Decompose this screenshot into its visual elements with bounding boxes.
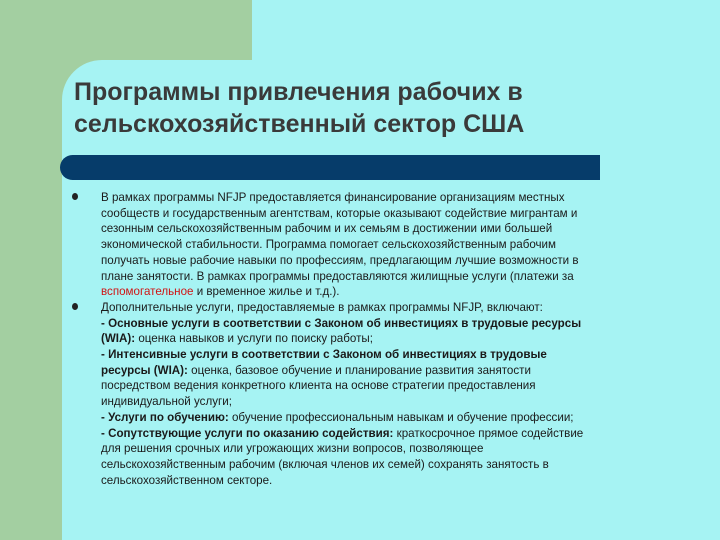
- text-fragment: оценка навыков и услуги по поиску работы;: [135, 332, 373, 346]
- bold-fragment: ресурсы (WIA):: [101, 363, 188, 377]
- bullet-item-nfjp-funding: [72, 190, 692, 300]
- bold-fragment: - Основные услуги в соответствии с Законом об инвестициях в трудовые ресурсы: [101, 316, 582, 330]
- slide-title: [74, 76, 694, 140]
- text-line: Дополнительные услуги, предоставляемые в рамках программы NFJP, включают:: [101, 300, 543, 314]
- bold-fragment: - Услуги по обучению:: [101, 410, 229, 424]
- text-line: [101, 331, 692, 347]
- text-line: экономической стабильности. Программа помогает сельскохозяйственным рабочим: [101, 238, 557, 252]
- bold-fragment: (WIA):: [101, 332, 136, 346]
- text-line: сельскохозяйственном секторе.: [101, 473, 273, 487]
- text-line: [101, 410, 692, 426]
- highlighted-word: вспомогательное: [101, 285, 194, 299]
- bold-fragment: - Интенсивные услуги в соответствии с Законом об инвестициях в трудовые: [101, 348, 547, 362]
- text-line: сообществ и государственным агентствам, которые оказывают содействие мигрантам и: [101, 206, 578, 220]
- text-line: индивидуальной услуги;: [101, 395, 232, 409]
- slide-body: [72, 190, 692, 488]
- text-line: плане занятости. В рамках программы предоставляются жилищные услуги (платежи за: [101, 269, 574, 283]
- text-line: для решения срочных или угрожающих жизни вопросов, позволяющее: [101, 442, 484, 456]
- title-divider-bar: [60, 155, 600, 180]
- bold-fragment: - Сопутствующие услуги по оказанию содействия:: [101, 426, 394, 440]
- text-line: посредством ведения конкретного клиента на основе стратегии предоставления: [101, 379, 536, 393]
- title-line-1: Программы привлечения рабочих в: [74, 78, 523, 106]
- text-fragment: оценка, базовое обучение и планирование развития занятости: [187, 363, 531, 377]
- bullet-item-additional-services: [72, 300, 692, 488]
- bullet-icon: [72, 193, 78, 200]
- text-line: [101, 426, 692, 442]
- text-line: сельскохозяйственным рабочим (включая членов их семей) сохранять занятость в: [101, 457, 549, 471]
- text-line: В рамках программы NFJP предоставляется финансирование организациям местных: [101, 191, 565, 204]
- text-fragment: краткосрочное прямое содействие: [393, 426, 584, 440]
- text-line: [101, 363, 692, 379]
- text-fragment: и временное жилье и т.д.).: [193, 285, 340, 299]
- bullet-icon: [72, 303, 78, 310]
- text-line: получать новые рабочие навыки по профессиям, предлагающим лучшие возможности в: [101, 253, 579, 267]
- text-line: сезонным сельскохозяйственным рабочим и их семьям в достижении ими большей: [101, 222, 553, 236]
- text-line: [101, 347, 692, 363]
- text-line: [101, 284, 692, 300]
- text-line: [101, 316, 692, 332]
- text-fragment: обучение профессиональным навыкам и обучение профессии;: [228, 410, 574, 424]
- title-line-2: сельскохозяйственный сектор США: [74, 110, 525, 138]
